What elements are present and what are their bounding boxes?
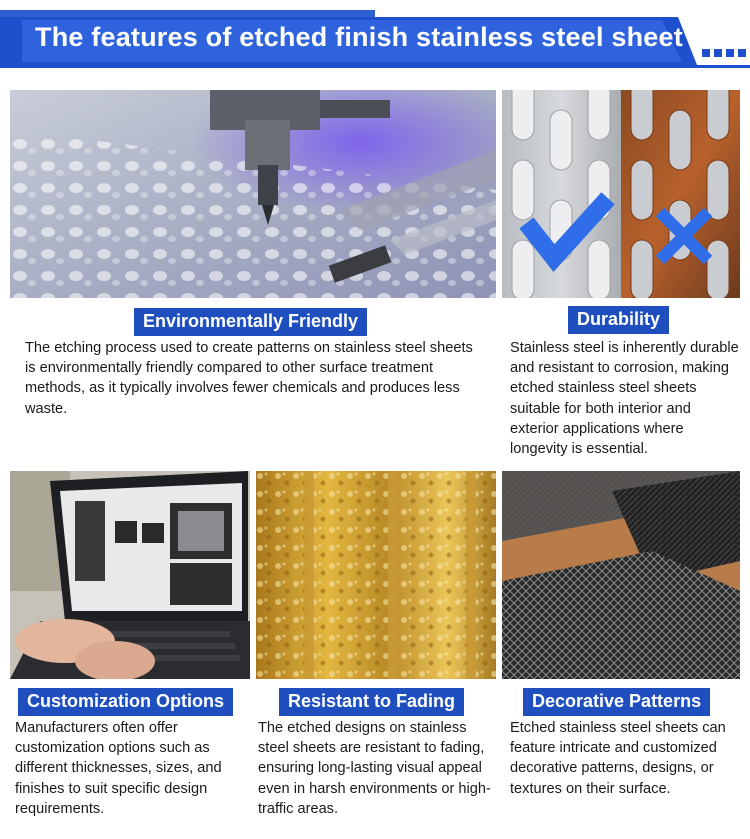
durability-comparison-image	[502, 90, 740, 298]
feature-title-decorative: Decorative Patterns	[523, 688, 710, 716]
etching-machine-image	[10, 90, 496, 298]
decorative-patterns-image	[502, 471, 740, 679]
feature-title-environment: Environmentally Friendly	[134, 308, 367, 336]
header-banner	[0, 0, 750, 70]
banner-squares	[702, 49, 746, 57]
feature-desc-decorative: Etched stainless steel sheets can feature intricate and customized decorative patterns, designs, or textures on their surface.	[510, 720, 726, 797]
feature-desc-customization: Manufacturers often offer customization options such as different thicknesses, sizes, and finishes to suit specific design requirements.	[15, 720, 222, 817]
feature-desc-environment: The etching process used to create patterns on stainless steel sheets is environmentally friendly compared to other surface treatment methods, as it typically involves fewer chemicals and produces less waste.	[25, 340, 473, 417]
laptop-design-image	[10, 471, 250, 679]
feature-desc-fading: The etched designs on stainless steel sheets are resistant to fading, ensuring long-lasting visual appeal even in harsh environments or high-traffic areas.	[258, 720, 491, 817]
feature-title-fading: Resistant to Fading	[279, 688, 464, 716]
gold-etched-sheet-image	[256, 471, 496, 679]
feature-title-customization: Customization Options	[18, 688, 233, 716]
feature-title-durability: Durability	[568, 306, 669, 334]
page-title: The features of etched finish stainless steel sheet	[35, 22, 683, 52]
banner-underline	[0, 65, 750, 68]
feature-desc-durability: Stainless steel is inherently durable and resistant to corrosion, making etched stainless steel sheets suitable for both interior and exterior applications where longevity is essential.	[510, 340, 739, 458]
